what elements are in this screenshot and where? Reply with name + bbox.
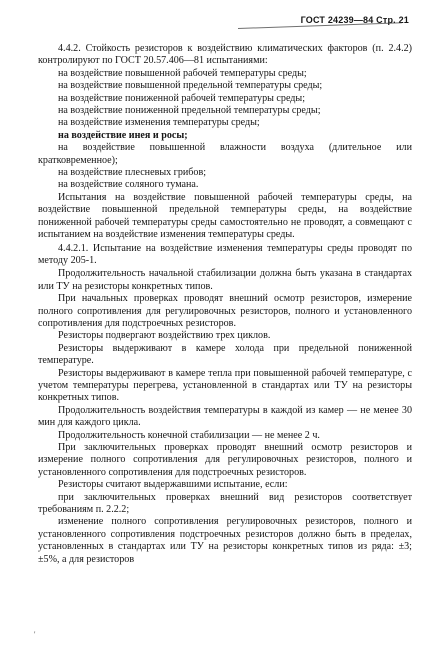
list-item: на воздействие повышенной рабочей температуры среды; (58, 67, 307, 79)
paragraph: Резисторы выдерживают в камере холода при предельной пониженной температуре. (38, 342, 412, 367)
paragraph: Продолжительность конечной стабилизации — не менее 2 ч. (58, 429, 320, 441)
page-header: ГОСТ 24239—84 Стр. 21 (300, 15, 409, 25)
list-item: на воздействие повышенной влажности воздуха (длительное или кратковременное); (38, 142, 412, 166)
list-item: на воздействие повышенной предельной температуры среды; (58, 80, 323, 92)
list-item: на воздействие пониженной предельной температуры среды; (58, 105, 321, 117)
paragraph-4-4-2: 4.4.2. Стойкость резисторов к воздействию климатических факторов (п. 2.4.2) контролируют по ГОСТ 20.57.406—81 испытаниями: (38, 43, 412, 67)
paragraph: при заключительных проверках внешний вид резисторов соответствует требованиям п. 2.2.2; (38, 491, 412, 516)
paragraph: При заключительных проверках проводят внешний осмотр резисторов и измерение полного сопротивления для регулировочных резисторов, полного и установленного сопротивления для подстроечных резисторов. (38, 442, 412, 478)
paragraph: Продолжительность воздействия температуры в каждой из камер — не менее 30 мин для каждого цикла. (38, 404, 412, 429)
list-item: на воздействие изменения температуры среды; (58, 117, 260, 129)
list-item: на воздействие плесневых грибов; (58, 167, 207, 179)
list-item: на воздействие соляного тумана. (58, 179, 199, 191)
paragraph: Резисторы выдерживают в камере тепла при повышенной рабочей температуре, с учетом температуры перегрева, установленной в стандартах или ТУ на резисторы конкретных типов. (38, 367, 412, 404)
paragraph: Испытания на воздействие повышенной рабочей температуры среды, на воздействие повышенной предельной температуры среды, на воздействие пониженной рабочей температуры среды самостоятельно не проводят, а совмещают с испытанием на воздействие изменения температуры среды. (38, 191, 412, 241)
list-item: на воздействие инея и росы; (58, 129, 188, 141)
paragraph: Продолжительность начальной стабилизации должна быть указана в стандартах или ТУ на резисторы конкретных типов. (38, 268, 412, 292)
scan-mark: ' (34, 630, 36, 639)
document-body (38, 43, 412, 566)
paragraph: изменение полного сопротивления регулировочных резисторов, полного и установленного сопротивления подстроечных резисторов должно быть в пределах, установленных в стандартах или ТУ на резисторы конкретных типов из ряда: ±3; ±5%, а для резисторов (38, 516, 412, 565)
paragraph-4-4-2-1: 4.4.2.1. Испытание на воздействие изменения температуры среды проводят по методу 205-1. (38, 242, 412, 266)
list-item: на воздействие пониженной рабочей температуры среды; (58, 92, 306, 104)
paragraph: Резисторы считают выдержавшими испытание, если: (58, 479, 288, 491)
paragraph: Резисторы подвергают воздействию трех циклов. (58, 330, 271, 342)
paragraph: При начальных проверках проводят внешний осмотр резисторов, измерение полного сопротивления для регулировочных резисторов, полного и установленного сопротивления для подстроечных резисторов. (38, 293, 412, 329)
